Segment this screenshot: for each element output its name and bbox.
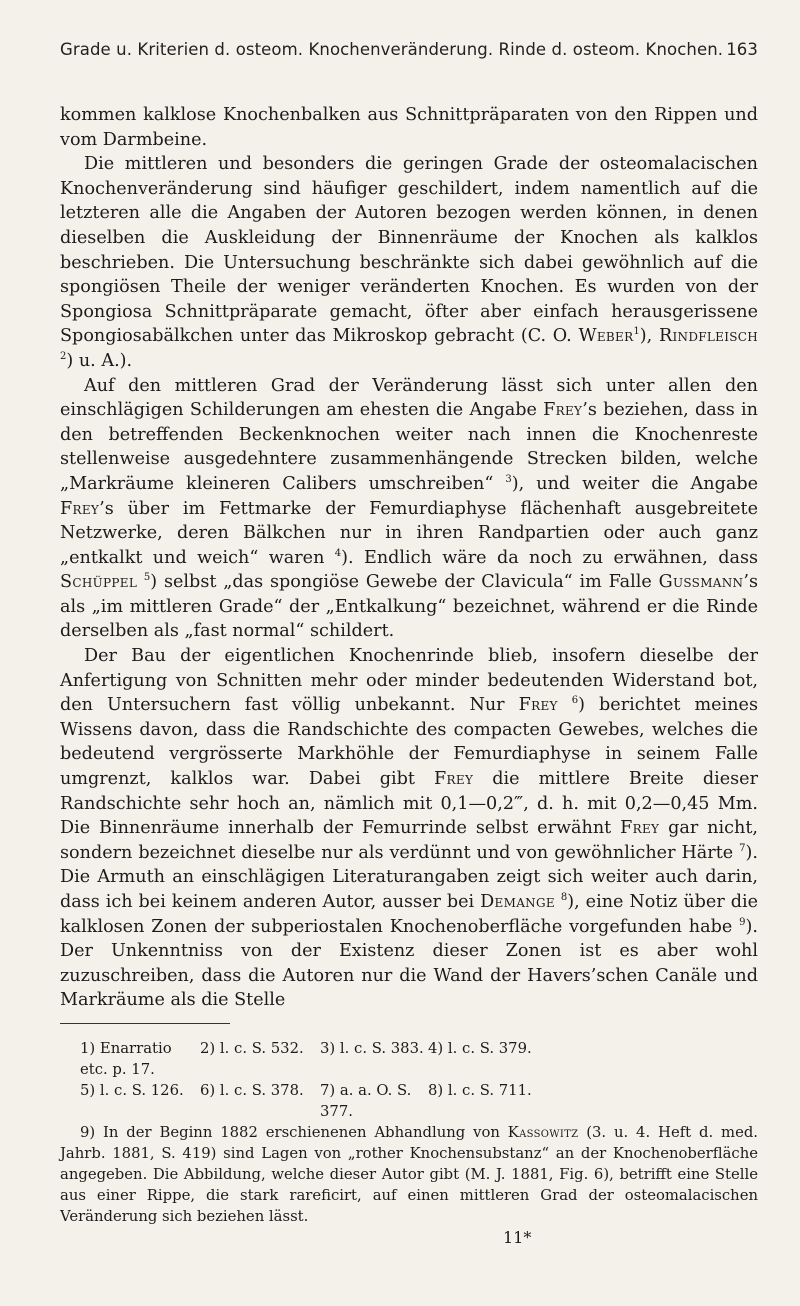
footnote-ref-8: 8 xyxy=(560,892,568,903)
text-run: ’s beziehen, dass in den betreffenden Beckenknochen weiter nach innen die Knochenreste stellenweise ausgedehntere zusammenhängende Strecken bilden, welche „Markräume kleineren Calibers umschreiben“ xyxy=(60,400,758,494)
paragraph-3: Auf den mittleren Grad der Veränderung lässt sich unter allen den einschlägigen Schilderungen am ehesten die Angabe Frey’s beziehen, dass in den betreffenden Beckenknochen weiter nach innen die Knochenreste stellenweise ausgedehntere zusammenhängende Strecken bilden, welche „Markräume kleineren Calibers umschreiben“ $^3$), und weiter die Angabe Frey’s über im Fettmarke der Femurdiaphyse flächenhaft ausgebreitete Netzwerke, deren Bälkchen nur in ihren Randpartien oder auch ganz „entkalkt und weich“ waren $^4$). Endlich wäre da noch zu erwähnen, dass Schüppel $^5$) selbst „das spongiöse Gewebe der Clavicula“ im Falle Gussmann’s als „im mittleren Grade“ der „Entkalkung“ bezeichnet, während er die Rinde derselben als „fast normal“ schildert. xyxy=(60,375,759,642)
footnote: 2) l. c. S. 532. xyxy=(200,1039,304,1057)
footnotes xyxy=(60,1038,758,1248)
author-frey: Frey xyxy=(518,695,558,716)
author-frey: Frey xyxy=(60,498,100,519)
text-run: (3. u. 4. Heft d. med. Jahrb. 1881, S. 419) sind Lagen von „rother Knochensubstanz“ an der Knochenoberfläche angegeben. Die Abbildung, welche dieser Autor gibt (M. J. 1881, Fig. 6), betrifft eine Stelle aus einer Rippe, die stark rareficirt, auf einen mittleren Grad der osteomalacischen Veränderung sich beziehen lässt. xyxy=(60,1123,759,1225)
running-title: Grade u. Kriterien d. osteom. Knochenveränderung. Rinde d. osteom. Knochen. xyxy=(60,40,724,59)
text-run: die mittlere Breite dieser Randschichte sehr hoch an, nämlich mit 0,1—0,2‴, d. h. mit 0,2—0,45 Mm. Die Binnenräume innerhalb der Femurrinde selbst erwähnt xyxy=(60,769,759,839)
footnote-ref-5: 5 xyxy=(143,572,151,584)
text-run: , und weiter die Angabe xyxy=(518,473,758,494)
footnote-ref-3: 3 xyxy=(505,473,512,485)
text-run: , eine Notiz über die kalklosen Zonen der subperiostalen Knochenoberfläche vorgefunden habe xyxy=(60,892,759,937)
author-frey: Frey xyxy=(434,769,474,790)
footnote: 4) l. c. S. 379. xyxy=(428,1039,532,1057)
footnote-ref-6: 6 xyxy=(571,695,579,707)
footnote: 1) Enarratio etc. p. 17. xyxy=(80,1039,172,1078)
text-run: ’s als „im mittleren Grade“ der „Entkalkung“ bezeichnet, während er die Rinde derselben als „fast normal“ schildert. xyxy=(60,572,758,642)
footnote-ref-4: 4 xyxy=(334,547,342,559)
footnote: 6) l. c. S. 378. xyxy=(200,1081,304,1099)
page-number: 163 xyxy=(726,40,758,59)
text-run: Der Bau der eigentlichen Knochenrinde blieb, insofern dieselbe der Anfertigung von Schnitten mehr oder minder bedeutenden Widerstand bot, den Untersuchern fast völlig unbekannt. Nur xyxy=(60,646,758,716)
footnote-ref-7: 7 xyxy=(739,842,746,854)
footnote-row xyxy=(60,1080,758,1122)
footnote-ref-2: 2 xyxy=(60,350,67,362)
author-weber: Weber xyxy=(578,326,634,347)
text-run: berichtet meines Wissens davon, dass die Randschichte des compacten Gewebes, welches die bedeutend vergrösserte Markhöhle der Femurdiaphyse in seinem Falle umgrenzt, kalklos war. Dabei gibt xyxy=(60,695,758,790)
paragraph-4: Der Bau der eigentlichen Knochenrinde blieb, insofern dieselbe der Anfertigung von Schnitten mehr oder minder bedeutenden Widerstand bot, den Untersuchern fast völlig unbekannt. Nur Frey $^6$) berichtet meines Wissens davon, dass die Randschichte des compacten Gewebes, welches die bedeutend vergrösserte Markhöhle der Femurdiaphyse in seinem Falle umgrenzt, kalklos war. Dabei gibt Frey die mittlere Breite dieser Randschichte sehr hoch an, nämlich mit 0,1—0,2‴, d. h. mit 0,2—0,45 Mm. Die Binnenräume innerhalb der Femurrinde selbst erwähnt Frey gar nicht, sondern bezeichnet dieselbe nur als verdünnt und von gewöhnlicher Härte $^7$). Die Armuth an einschlägigen Literaturangaben zeigt sich weiter auch darin, dass ich bei keinem anderen Autor, ausser bei Demange $^8$), eine Notiz über die kalklosen Zonen der subperiostalen Knochenoberfläche vorgefunden habe $^9$). Der Unkenntniss von der Existenz dieser Zonen ist es aber wohl zuzuschreiben, dass die Autoren nur die Wand der Havers’schen Canäle und Markräume als die Stelle xyxy=(60,646,759,1011)
text-run: selbst „das spongiöse Gewebe der Clavicula“ im Falle xyxy=(157,572,659,593)
text-run: . Der Unkenntniss von der Existenz dieser Zonen ist es aber wohl zuzuschreiben, dass die Autoren nur die Wand der Havers’schen Canäle und Markräume als die Stelle xyxy=(60,916,758,1011)
main-text xyxy=(60,103,758,1013)
footnote-9 xyxy=(60,1122,758,1227)
text-run: , xyxy=(646,326,659,347)
footnote: 3) l. c. S. 383. xyxy=(320,1039,424,1057)
author-frey: Frey xyxy=(543,400,583,421)
author-schueppel: Schüppel xyxy=(60,572,138,593)
author-rindfleisch: Rindfleisch xyxy=(658,326,759,347)
author-demange: Demange xyxy=(480,892,555,912)
author-gussmann: Gussmann xyxy=(658,572,744,593)
footnote: 7) a. a. O. S. 377. xyxy=(320,1081,412,1120)
signature-mark: 11* xyxy=(503,1227,532,1247)
text-run: u. A.). xyxy=(73,350,133,371)
text-run: Auf den mittleren Grad der Veränderung lässt sich unter allen den einschlägigen Schilderungen am ehesten die Angabe xyxy=(60,375,758,421)
text-run: . Endlich wäre da noch zu erwähnen, dass xyxy=(348,547,759,568)
author-kassowitz: Kassowitz xyxy=(507,1123,579,1141)
author-frey: Frey xyxy=(620,818,660,839)
text-run: ’s über im Fettmarke der Femurdiaphyse flächenhaft ausgebreitete Netzwerke, deren Bälkchen nur in ihren Randpartien oder auch ganz „entkalkt und weich“ waren xyxy=(60,498,758,568)
footnote: 5) l. c. S. 126. xyxy=(80,1081,184,1099)
footnote-ref-9: 9 xyxy=(739,916,746,928)
book-page xyxy=(60,40,758,1248)
running-header xyxy=(60,40,758,80)
footnote-row xyxy=(60,1038,758,1080)
text-run: Die mittleren und besonders die geringen Grade der osteomalacischen Knochenveränderung sind häufiger geschildert, indem namentlich auf die letzteren alle die Angaben der Autoren bezogen werden können, in denen dieselben die Auskleidung der Binnenräume der Knochen als kalklos beschrieben. Die Untersuchung beschränkte sich dabei gewöhnlich auf die spongiösen Theile der weniger veränderten Knochen. Es wurden von der Spongiosa Schnittpräparate gemacht, öfter aber einfach herausgerissene Spongiosabälkchen unter das Mikroskop gebracht (C. O. xyxy=(60,154,758,347)
paragraph-1: kommen kalklose Knochenbalken aus Schnittpräparaten von den Rippen und vom Darmbeine. xyxy=(60,105,758,150)
footnote: 8) l. c. S. 711. xyxy=(428,1081,532,1099)
paragraph-2: Die mittleren und besonders die geringen Grade der osteomalacischen Knochenveränderung sind häufiger geschildert, indem namentlich auf die letzteren alle die Angaben der Autoren bezogen werden können, in denen dieselben die Auskleidung der Binnenräume der Knochen als kalklos beschrieben. Die Untersuchung beschränkte sich dabei gewöhnlich auf die spongiösen Theile der weniger veränderten Knochen. Es wurden von der Spongiosa Schnittpräparate gemacht, öfter aber einfach herausgerissene Spongiosabälkchen unter das Mikroskop gebracht (C. O. Weber$^1$), Rindfleisch $^2$) u. A.). xyxy=(60,154,759,371)
text-run: . Die Armuth an einschlägigen Literaturangaben zeigt sich weiter auch darin, dass ich bei keinem anderen Autor, ausser bei xyxy=(60,842,759,912)
text-run: gar nicht, sondern bezeichnet dieselbe nur als verdünnt und von gewöhnlicher Härte xyxy=(60,818,758,863)
footnote-divider xyxy=(60,1023,230,1024)
text-run: 9) In der Beginn 1882 erschienenen Abhandlung von xyxy=(80,1123,508,1141)
footnote-ref-1: 1 xyxy=(633,326,640,338)
